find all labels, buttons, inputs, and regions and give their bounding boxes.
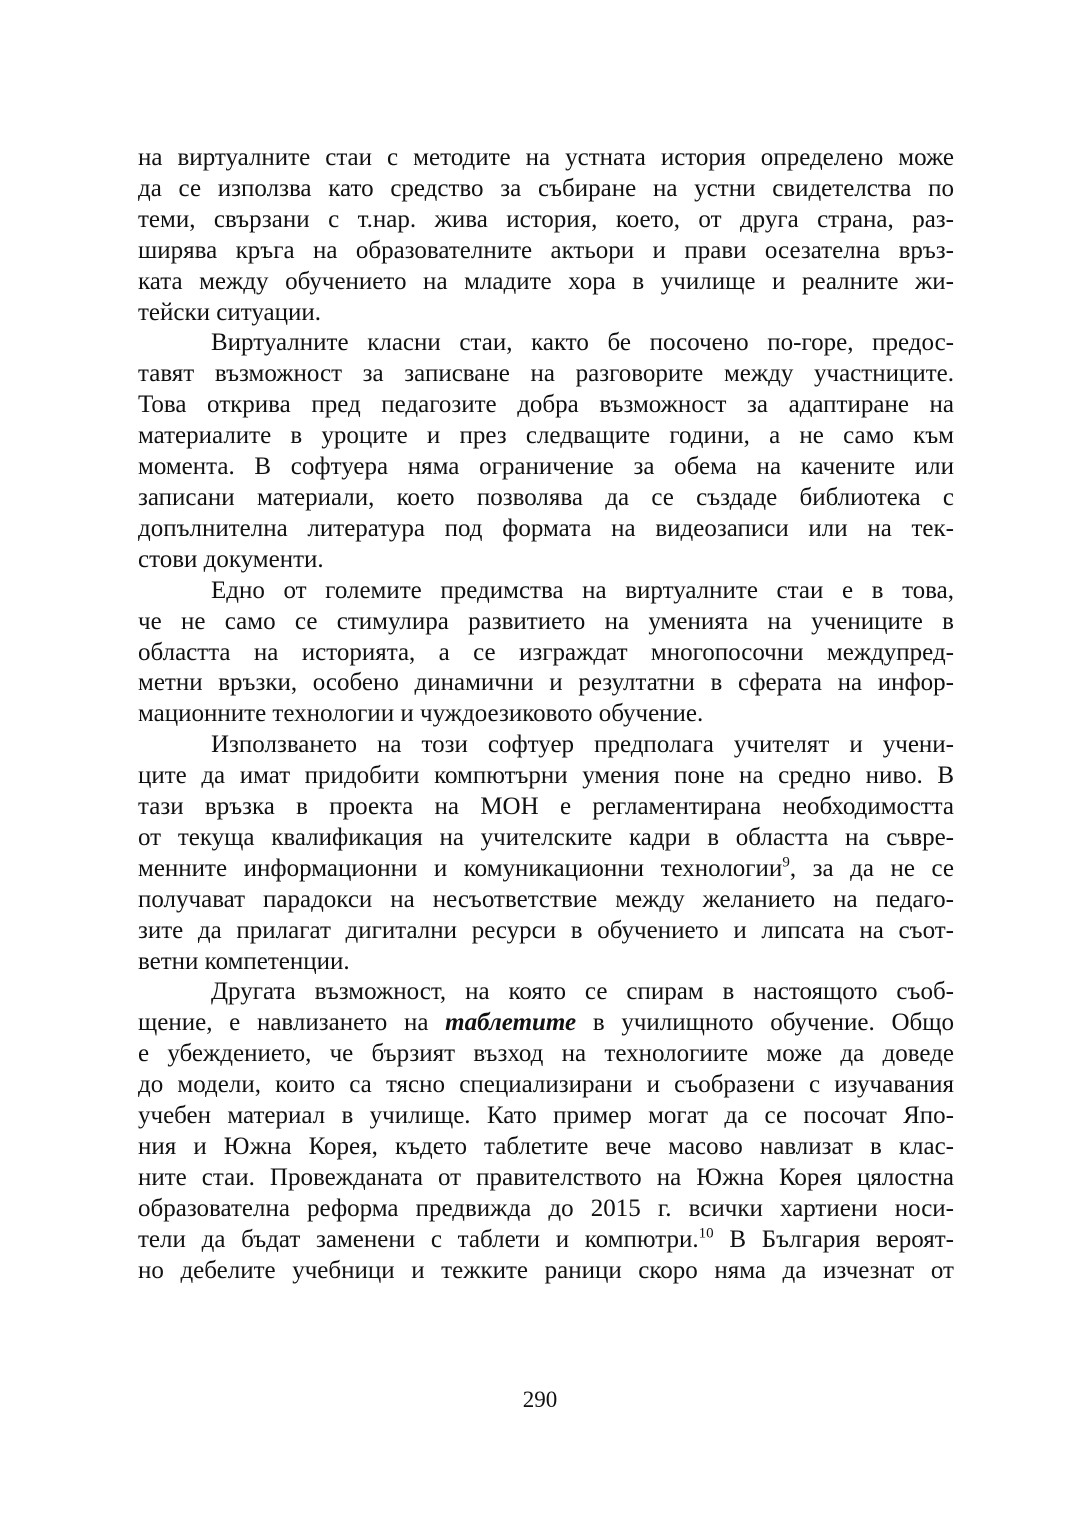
paragraph-2 bbox=[138, 328, 954, 575]
text-line: Едно от големите предимства на виртуалните стаи е в това, bbox=[211, 576, 954, 604]
paragraph-1 bbox=[138, 143, 954, 328]
text-line: записани материали, което позволява да се създаде библиотека с bbox=[138, 483, 954, 511]
text-line: получават парадокси на несъответствие между желанието на педаго- bbox=[138, 885, 954, 913]
text-line: зите да прилагат дигитални ресурси в обучението и липсата на съот- bbox=[138, 916, 954, 944]
text-line bbox=[138, 1008, 954, 1039]
text-line: учебен материал в училище. Като пример могат да се посочат Япо- bbox=[138, 1102, 954, 1130]
text-line bbox=[138, 854, 954, 885]
page-number: 290 bbox=[522, 1387, 558, 1412]
text-line: тейски ситуации. bbox=[138, 298, 321, 326]
text-line: ширява кръга на образователните актьори и прави осезателна връз- bbox=[138, 236, 954, 264]
text-line: но дебелите учебници и тежките раници скоро няма да изчезнат от bbox=[138, 1256, 954, 1284]
text-line: ката между обучението на младите хора в училище и реалните жи- bbox=[138, 267, 954, 295]
text-line: областта на историята, а се изграждат многопосочни междупред- bbox=[138, 638, 954, 666]
text-line: от текуща квалификация на учителските кадри в областта на съвре- bbox=[138, 823, 954, 851]
text-line: Другата възможност, на която се спирам в настоящото съоб- bbox=[211, 978, 954, 1006]
text-fragment: тели да бъдат заменени с таблети и компютри. bbox=[138, 1225, 699, 1253]
footnote-ref: 9 bbox=[782, 854, 790, 871]
text-line: стови документи. bbox=[138, 545, 324, 573]
text-line: е убеждението, че бързият възход на технологиите може да доведе bbox=[138, 1040, 954, 1068]
text-line: ния и Южна Корея, където таблетите вече масово навлизат в клас- bbox=[138, 1133, 954, 1160]
page-body bbox=[138, 143, 954, 1287]
text-line: допълнителна литература под формата на видеозаписи или на тек- bbox=[138, 514, 954, 542]
text-line: до модели, които са тясно специализирани и съобразени с изучавания bbox=[138, 1071, 954, 1099]
text-line: ните стаи. Провежданата от правителството на Южна Корея цялостна bbox=[138, 1163, 954, 1191]
text-fragment: менните информационни и комуникационни технологии bbox=[138, 854, 783, 882]
text-line: момента. В софтуера няма ограничение за обема на качените или bbox=[138, 453, 954, 481]
text-line: тази връзка в проекта на МОН е регламентирана необходимостта bbox=[138, 793, 954, 821]
text-line: теми, свързани с т.нар. жива история, което, от друга страна, раз- bbox=[138, 205, 954, 233]
text-line: Използването на този софтуер предполага учителят и учени- bbox=[211, 731, 954, 759]
text-fragment: В България вероят- bbox=[713, 1225, 954, 1253]
text-fragment: щение, е навлизането на bbox=[138, 1009, 429, 1037]
text-line: образователна реформа предвижда до 2015 г. всички хартиени носи- bbox=[138, 1194, 954, 1222]
text-fragment: , за да не се bbox=[789, 854, 954, 882]
text-line: ците да имат придобити компютърни умения поне на средно ниво. В bbox=[138, 762, 954, 790]
text-line: ветни компетенции. bbox=[138, 947, 350, 975]
text-line: на виртуалните стаи с методите на устната история определено може bbox=[138, 144, 954, 171]
footnote-ref: 10 bbox=[698, 1225, 714, 1242]
text-fragment: в училищното обучение. Общо bbox=[576, 1009, 955, 1037]
paragraph-5 bbox=[138, 977, 954, 1286]
text-line: тавят възможност за записване на разговорите между участниците. bbox=[138, 360, 954, 388]
text-line bbox=[138, 1225, 954, 1256]
paragraph-3 bbox=[138, 576, 954, 731]
paragraph-4 bbox=[138, 730, 954, 977]
text-line: мационните технологии и чуждоезиковото обучение. bbox=[138, 700, 704, 728]
emphasized-term: таблетите bbox=[445, 1009, 577, 1037]
text-line: Виртуалните класни стаи, както бе посочено по-горе, предос- bbox=[211, 329, 954, 357]
text-line: Това открива пред педагозите добра възможност за адаптиране на bbox=[138, 391, 954, 419]
text-line: материалите в уроците и през следващите години, а не само към bbox=[138, 422, 954, 450]
text-line: че не само се стимулира развитието на уменията на учениците в bbox=[138, 607, 954, 635]
text-line: метни връзки, особено динамични и резултатни в сферата на инфор- bbox=[138, 669, 954, 697]
text-line: да се използва като средство за събиране на устни свидетелства по bbox=[138, 174, 954, 202]
